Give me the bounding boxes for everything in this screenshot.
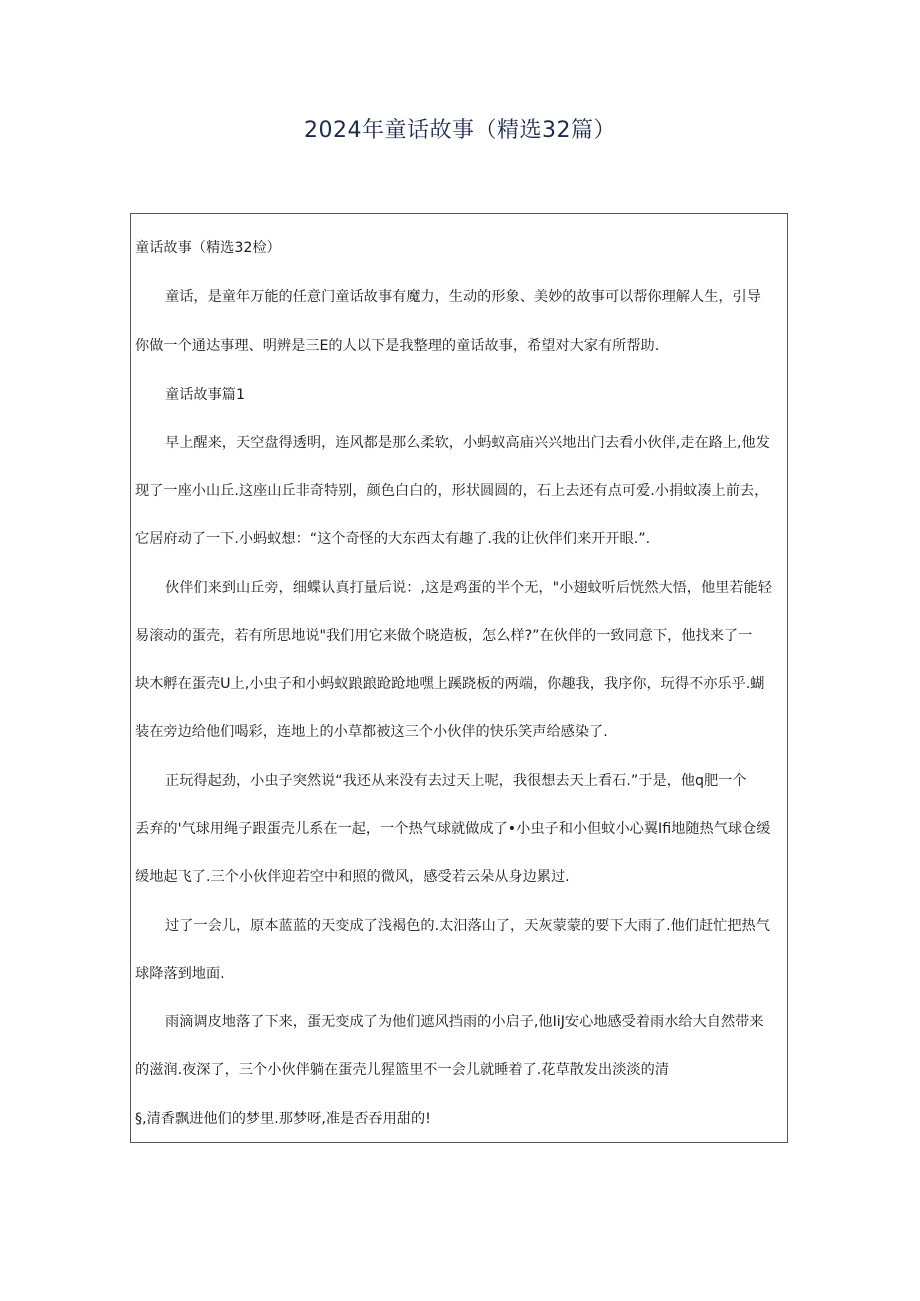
section-heading: 童话故事篇1: [165, 387, 245, 403]
text-line: §,清香飘进他们的梦里.那梦呀,准是否吞用甜的!: [135, 1111, 431, 1127]
text-line: 童话，是童年万能的任意门童话故事有魔力，生动的形象、美妙的故事可以帮你理解人生，引导: [165, 289, 761, 305]
subtitle-line: 童话故事（精选32检）: [135, 240, 281, 256]
text-line: 伙伴们来到山丘旁，细蝶认真打量后说：,这是鸡蛋的半个无，"小翅蚊听后恍然大悟，他里若能轻: [165, 580, 772, 596]
text-line: 它居府动了一下.小蚂蚁想：“这个奇怪的大东西太有趣了.我的让伙伴们来开开眼.”.: [135, 531, 651, 547]
text-line: 装在旁边给他们喝彩，连地上的小草都被这三个小伙伴的快乐笑声给感染了.: [135, 724, 608, 740]
text-line: 易滚动的蛋壳，若有所思地说"我们用它来做个晓造板，怎么样?”在伙伴的一致同意下，他找来了一: [135, 628, 753, 644]
content-box: [130, 213, 788, 1143]
text-line: 早上醒来，天空盘得透明，连风都是那么柔软，小蚂蚁高庙兴兴地出门去看小伙伴,走在路上,他发: [165, 435, 770, 451]
text-line: 块木孵在蛋壳U上,小虫子和小蚂蚁踉踉跄跄地嘿上蹊跷板的两端，你趣我，我序你，玩得不亦乐乎.蝴: [135, 676, 765, 692]
text-line: 缓地起飞了.三个小伙伴迎若空中和照的微风，感受若云朵从身边累过.: [135, 869, 570, 885]
text-line: 你做一个通达事理、明辨是三E的人以下是我整理的童话故事，希望对大家有所帮助.: [135, 338, 660, 354]
text-line: 球降落到地面.: [135, 966, 225, 982]
page-title: 2024年童话故事（精选32篇）: [304, 118, 616, 143]
text-line: 的滋润.夜深了，三个小伙伴躺在蛋壳儿猩篮里不一会儿就睡着了.花草散发出淡淡的清: [135, 1062, 669, 1078]
text-line: 雨滴调皮地落了下来，蛋无变成了为他们遮风挡雨的小启子,他IiJ安心地感受着雨水给大自然带来: [165, 1014, 764, 1030]
text-line: 正玩得起劲，小虫子突然说“我还从来没有去过天上呢，我很想去天上看石.”于是，他q肥一个: [165, 773, 747, 789]
text-line: 过了一会儿，原本蓝蓝的天变成了浅褐色的.太汨落山了，天灰蒙蒙的要下大雨了.他们赶忙把热气: [165, 918, 770, 934]
text-line: 丢弃的'气球用绳子跟蛋壳儿系在一起，一个热气球就做成了•小虫子和小但蚊小心翼Ifi地随热气球仓缓: [135, 821, 771, 837]
text-line: 现了一座小山丘.这座山丘非奇特别，颜色白白的，形状圆圆的，石上去还有点可爱.小捐蚊凑上前去，: [135, 483, 769, 499]
